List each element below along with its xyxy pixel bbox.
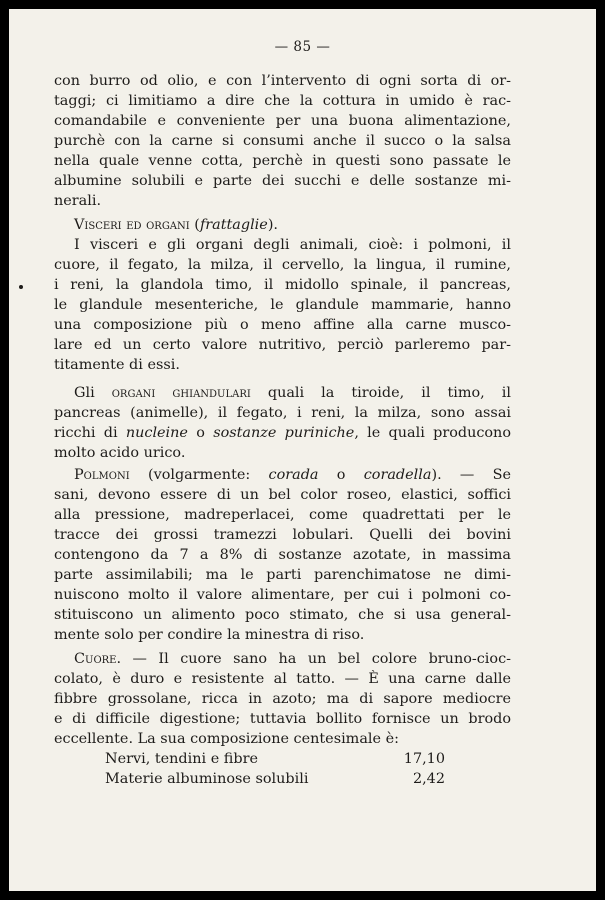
text-line: sani, devono essere di un bel color roseo, elastici, soffici (54, 487, 511, 503)
composition-table (105, 749, 445, 789)
text-line: i reni, la glandola timo, il midollo spinale, il pancreas, (54, 277, 511, 293)
section-heading-visceri: Visceri ed organi (frattaglie). (74, 217, 279, 233)
text-line: tracce dei grossi tramezzi lobulari. Quelli dei bovini (54, 527, 511, 543)
text-line: albumine solubili e parte dei succhi e delle sostanze mi- (54, 173, 511, 189)
text-line: nella quale venne cotta, perchè in questi sono passate le (54, 153, 511, 169)
table-row-label: Materie albuminose solubili (105, 771, 309, 787)
text-line: nerali. (54, 193, 102, 209)
text-line: ricchi di nucleine o sostanze puriniche, le quali producono (54, 425, 511, 441)
text-line: una composizione più o meno affine alla carne musco- (54, 317, 511, 333)
paragraph-cooking (54, 71, 511, 211)
text-line: Gli organi ghiandulari quali la tiroide, il timo, il (74, 385, 511, 401)
table-row-value: 17,10 (403, 751, 445, 767)
text-line: pancreas (animelle), il fegato, i reni, la milza, sono assai (54, 405, 511, 421)
text-line: le glandule mesenteriche, le glandule mammarie, hanno (54, 297, 511, 313)
paragraph-cuore (54, 649, 511, 749)
table-row-value: 2,42 (412, 771, 445, 787)
term-organi-ghiandulari: organi ghiandulari (111, 385, 251, 401)
text-line: parte assimilabili; ma le parti parenchimatose ne dimi- (54, 567, 511, 583)
text-line: molto acido urico. (54, 445, 186, 461)
text-line: cuore, il fegato, la milza, il cervello, la lingua, il rumine, (54, 257, 511, 273)
paragraph-visceri (54, 215, 511, 375)
text-line: colato, è duro e resistente al tatto. — È una carne dalle (54, 671, 511, 687)
text-line: nuiscono molto il valore alimentare, per cui i polmoni co- (54, 587, 511, 603)
text-line: e di difficile digestione; tuttavia bollito fornisce un brodo (54, 711, 511, 727)
text-line: taggi; ci limitiamo a dire che la cottura in umido è rac- (54, 93, 511, 109)
heading-paren-text: frattaglie (199, 217, 268, 233)
table-row-label: Nervi, tendini e fibre (105, 751, 258, 767)
text-line: lare ed un certo valore nutritivo, perciò parleremo par- (54, 337, 511, 353)
text-line: comandabile e conveniente per una buona alimentazione, (54, 113, 511, 129)
term-polmoni: Polmoni (74, 467, 130, 483)
page-number: — 85 — (274, 39, 331, 55)
text-line: I visceri e gli organi degli animali, cioè: i polmoni, il (74, 237, 511, 253)
text-line: eccellente. La sua composizione centesimale è: (54, 731, 399, 747)
margin-mark (19, 285, 23, 289)
text-line: stituiscono un alimento poco stimato, che si usa general- (54, 607, 511, 623)
paragraph-polmoni (54, 465, 511, 645)
term-cuore: Cuore. (74, 651, 122, 667)
paragraph-organi-ghiandulari (54, 383, 511, 463)
book-page (9, 9, 596, 891)
text-line: contengono da 7 a 8% di sostanze azotate, in massima (54, 547, 511, 563)
text-line: purchè con la carne si consumi anche il succo o la salsa (54, 133, 511, 149)
text-line: Cuore. — Il cuore sano ha un bel colore bruno-cioc- (74, 651, 511, 667)
text-line: Polmoni (volgarmente: corada o coradella). — Se (74, 467, 511, 483)
text-line: titamente di essi. (54, 357, 180, 373)
text-line: con burro od olio, e con l’intervento di ogni sorta di or- (54, 73, 511, 89)
table-row (105, 749, 445, 769)
text-line: alla pressione, madreperlacei, come quadrettati per le (54, 507, 511, 523)
text-line: fibbre grossolane, ricca in azoto; ma di sapore mediocre (54, 691, 511, 707)
text-line: mente solo per condire la minestra di riso. (54, 627, 365, 643)
table-row (105, 769, 445, 789)
heading-text: Visceri ed organi (74, 217, 190, 233)
